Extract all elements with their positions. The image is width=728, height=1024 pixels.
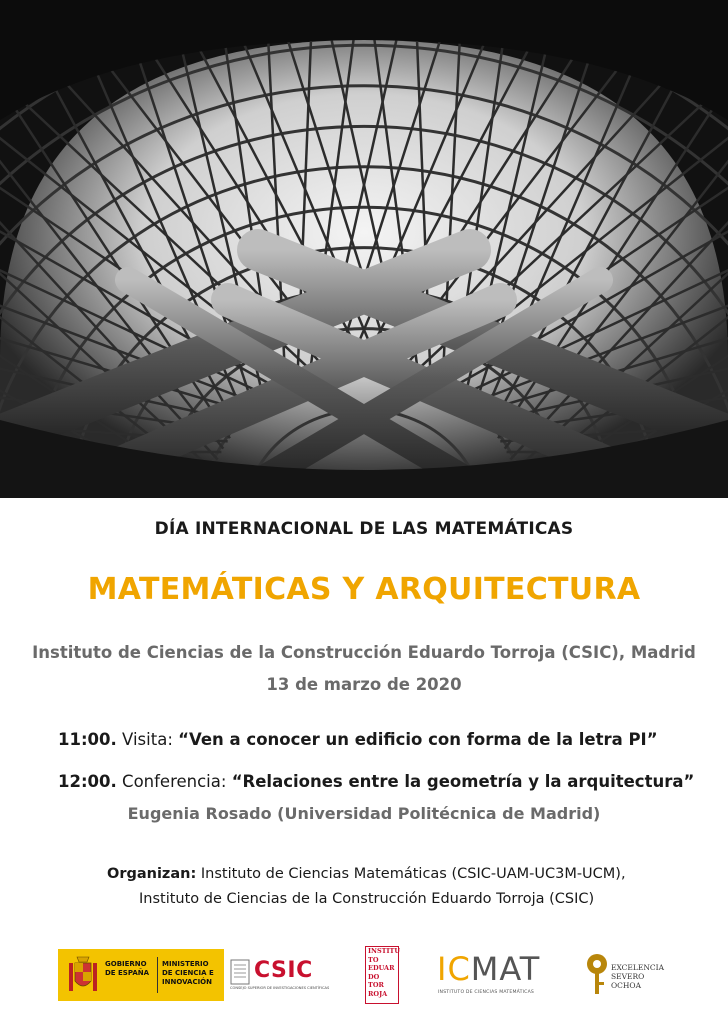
icmat-subtitle: INSTITUTO DE CIENCIAS MATEMÁTICAS: [438, 990, 535, 995]
ietcc-line: TO: [368, 955, 379, 964]
schedule-title: “Ven a conocer un edificio con forma de la letra PI”: [178, 730, 658, 749]
severo-ochoa-line: EXCELENCIA: [611, 963, 665, 972]
event-venue: Instituto de Ciencias de la Construcción Eduardo Torroja (CSIC), Madrid: [32, 643, 696, 662]
csic-subtitle: CONSEJO SUPERIOR DE INVESTIGACIONES CIENTÍFICAS: [230, 986, 330, 990]
severo-ochoa-text: [611, 963, 664, 990]
schedule-type: Visita:: [122, 730, 173, 749]
ietcc-line: DO: [368, 972, 380, 981]
sponsor-logos: [0, 944, 728, 1008]
schedule-item-visit: [58, 730, 658, 749]
ietcc-line: INSTITU: [368, 947, 401, 955]
severo-ochoa-line: OCHOA: [611, 981, 641, 990]
icmat-wordmark: ICMAT: [437, 950, 541, 988]
coat-of-arms-icon: [66, 955, 100, 995]
ietcc-line: EDUAR: [368, 964, 395, 972]
divider: [157, 957, 158, 993]
schedule-title: “Relaciones entre la geometría y la arquitectura”: [231, 772, 695, 791]
event-kicker: DÍA INTERNACIONAL DE LAS MATEMÁTICAS: [154, 519, 574, 539]
severo-ochoa-emblem-icon: [585, 952, 609, 998]
schedule-type: Conferencia:: [122, 772, 227, 791]
severo-ochoa-logo: [585, 950, 685, 1002]
csic-wordmark: CSIC: [254, 958, 313, 983]
architecture-lattice-image: [0, 0, 728, 498]
gobierno-ministerio-logo: [58, 949, 224, 1001]
severo-ochoa-line: SEVERO: [611, 972, 645, 981]
ietcc-line: ROJA: [368, 989, 388, 998]
ministerio-text: MINISTERIO DE CIENCIA E INNOVACIÓN: [162, 960, 214, 986]
organizer-icmat: Instituto de Ciencias Matemáticas (CSIC-UAM-UC3M-UCM),: [200, 866, 626, 882]
organizers-label: Organizan:: [107, 866, 197, 882]
event-date: 13 de marzo de 2020: [266, 675, 462, 694]
event-headline: MATEMÁTICAS Y ARQUITECTURA: [87, 572, 641, 607]
ietcc-logo: [365, 946, 399, 1004]
hero-photo: [0, 0, 728, 498]
speaker-name: Eugenia Rosado (Universidad Politécnica de Madrid): [127, 804, 601, 823]
ietcc-line: TOR: [368, 981, 384, 989]
schedule-time: 11:00.: [58, 730, 117, 749]
organizer-ietcc: Instituto de Ciencias de la Construcción Eduardo Torroja (CSIC): [139, 891, 595, 907]
gobierno-text: GOBIERNO DE ESPAÑA: [105, 960, 150, 977]
organizers-line-1: [107, 866, 626, 882]
csic-logo: [230, 956, 330, 996]
icmat-logo: [437, 952, 557, 1002]
schedule-item-conference: [58, 772, 694, 791]
csic-emblem-icon: [230, 959, 250, 985]
schedule-time: 12:00.: [58, 772, 117, 791]
